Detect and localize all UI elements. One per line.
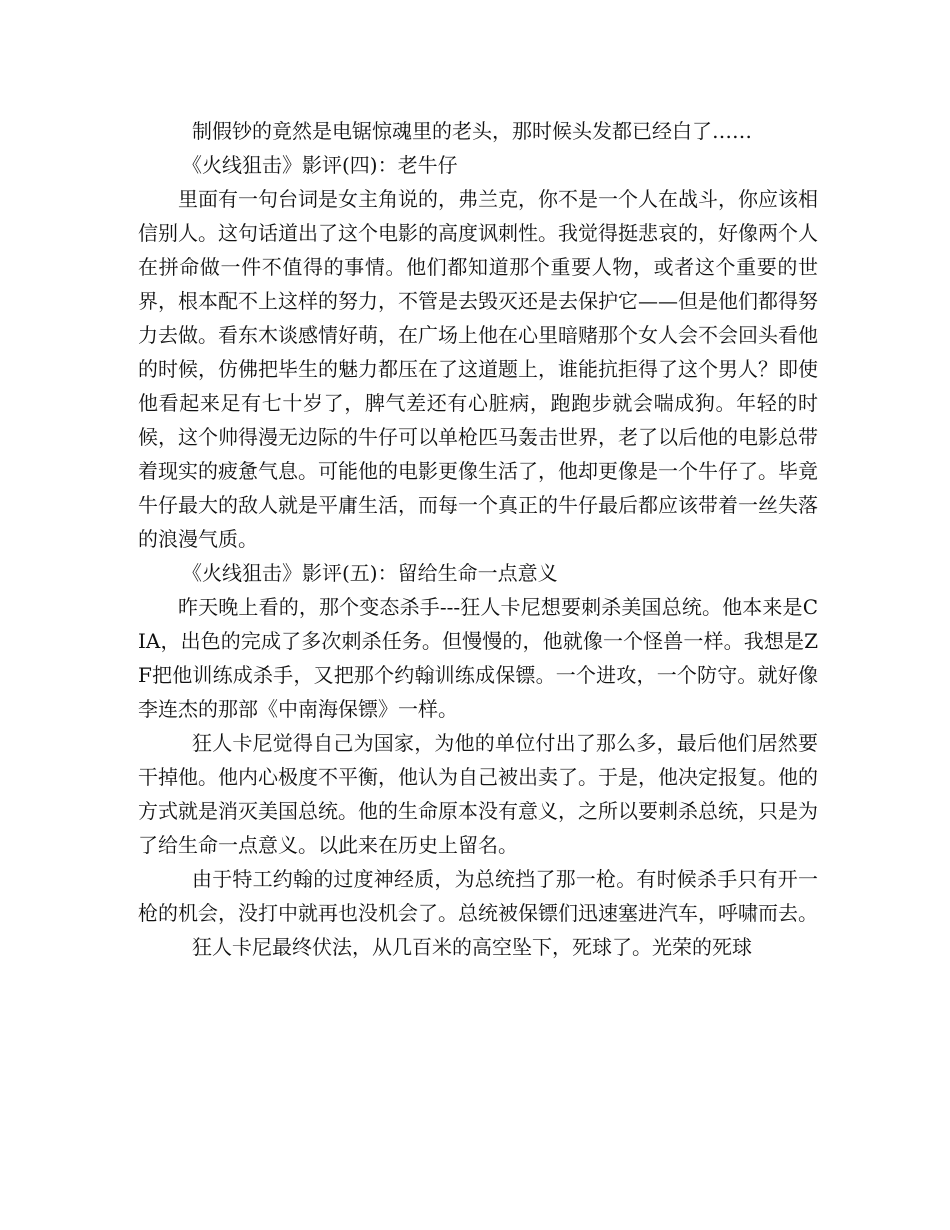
review-5-paragraph-3: 由于特工约翰的过度神经质，为总统挡了那一枪。有时候杀手只有开一枪的机会，没打中就再也没机会了。总统被保镖们迅速塞进汽车，呼啸而去。: [138, 867, 818, 925]
review-5-paragraph-2: 狂人卡尼觉得自己为国家，为他的单位付出了那么多，最后他们居然要干掉他。他内心极度不平衡，他认为自己被出卖了。于是，他决定报复。他的方式就是消灭美国总统。他的生命原本没有意义，之所以要刺杀总统，只是为了给生命一点意义。以此来在历史上留名。: [138, 731, 818, 857]
document-page: [138, 114, 818, 964]
paragraph-fake-money: 制假钞的竟然是电锯惊魂里的老头，那时候头发都已经白了……: [192, 119, 752, 143]
review-4-body: 里面有一句台词是女主角说的，弗兰克，你不是一个人在战斗，你应该相信别人。这句话道出了这个电影的高度讽刺性。我觉得挺悲哀的，好像两个人在拼命做一件不值得的事情。他们都知道那个重要人物，或者这个重要的世界，根本配不上这样的努力，不管是去毁灭还是去保护它——但是他们都得努力去做。看东木谈感情好萌，在广场上他在心里暗赌那个女人会不会回头看他的时候，仿佛把毕生的魅力都压在了这道题上，谁能抗拒得了这个男人？即使他看起来足有七十岁了，脾气差还有心脏病，跑跑步就会喘成狗。年轻的时候，这个帅得漫无边际的牛仔可以单枪匹马轰击世界，老了以后他的电影总带着现实的疲惫气息。可能他的电影更像生活了，他却更像是一个牛仔了。毕竟牛仔最大的敌人就是平庸生活，而每一个真正的牛仔最后都应该带着一丝失落的浪漫气质。: [138, 187, 818, 551]
review-4-title: 《火线狙击》影评(四)：老牛仔: [182, 153, 458, 177]
review-5-paragraph-1: 昨天晚上看的，那个变态杀手---狂人卡尼想要刺杀美国总统。他本来是CIA，出色的完成了多次刺杀任务。但慢慢的，他就像一个怪兽一样。我想是ZF把他训练成杀手，又把那个约翰训练成保镖。一个进攻，一个防守。就好像李连杰的那部《中南海保镖》一样。: [138, 595, 818, 721]
review-5-paragraph-4: 狂人卡尼最终伏法，从几百米的高空坠下，死球了。光荣的死球: [192, 935, 752, 959]
review-5-title: 《火线狙击》影评(五)：留给生命一点意义: [182, 561, 558, 585]
